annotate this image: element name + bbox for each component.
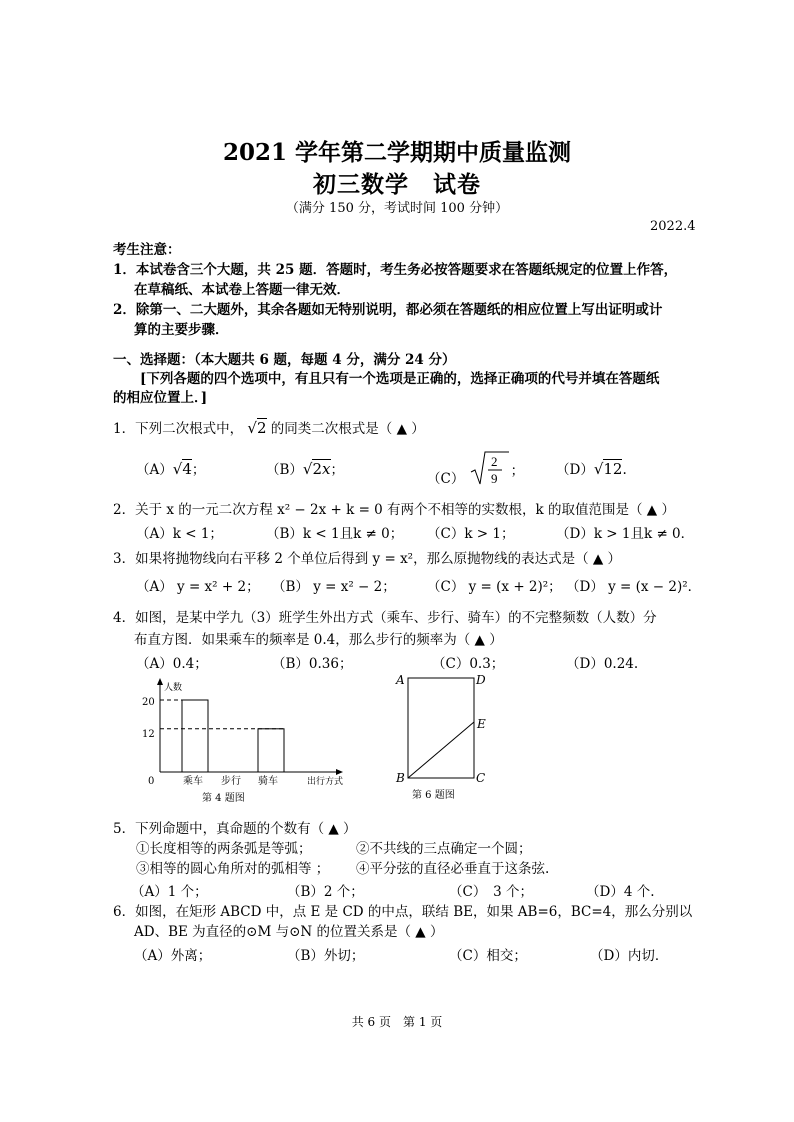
q1-option-d-expr: √12 [593, 460, 623, 478]
y-tick-12: 12 [142, 729, 155, 740]
section-heading: 一、选择题：（本大题共 6 题，每题 4 分，满分 24 分） [113, 352, 456, 368]
q1-option-b-label: （B） [266, 462, 303, 478]
q1-option-b: （B）√2x； [266, 460, 344, 478]
q4-option-c: （C）0.3； [432, 656, 505, 672]
q3-option-b: （B） y = x² − 2； [272, 579, 396, 595]
q5-prop-1: ①长度相等的两条弧是等弧； [136, 841, 312, 857]
page-footer: 共 6 页 第 1 页 [351, 1015, 443, 1029]
notice-item-1: 1．本试卷含三个大题，共 25 题．答题时，考生务必按答题要求在答题纸规定的位置上作答， [113, 262, 678, 278]
exam-date: 2022.4 [650, 219, 696, 234]
q4-stem-1: 4．如图，是某中学九（3）班学生外出方式（乘车、步行、骑车）的不完整频数（人数）分 [113, 610, 657, 626]
q5-option-d: （D）4 个. [586, 884, 655, 900]
q3-stem: 3．如果将抛物线向右平移 2 个单位后得到 y = x²，那么原抛物线的表达式是（ ▲ ） [113, 551, 622, 567]
label-e: E [477, 717, 486, 731]
notice-item-1-cont: 在草稿纸、本试卷上答题一律无效． [134, 282, 350, 298]
q4-option-d: （D）0.24. [566, 656, 639, 672]
q6-option-b: （B）外切； [287, 948, 365, 964]
q3-option-c: （C） y = (x + 2)²； [427, 579, 562, 595]
q1-option-d: （D）√12. [556, 460, 627, 478]
q2-option-d: （D）k > 1且k ≠ 0． [556, 526, 695, 542]
x-label-car: 乘车 [183, 776, 203, 787]
notice-item-2-cont: 算的主要步骤． [134, 322, 229, 338]
q2-option-a: （A）k < 1； [136, 526, 223, 542]
q5-option-b: （B）2 个； [287, 884, 364, 900]
q3-option-a: （A） y = x² + 2； [136, 579, 260, 595]
q5-option-a: （A）1 个； [131, 884, 208, 900]
y-axis-label: 人数 [164, 683, 183, 693]
x-axis-label: 出行方式 [307, 777, 344, 787]
label-c: C [476, 771, 486, 785]
q1-option-a-label: （A） [136, 462, 173, 478]
q2-stem: 2．关于 x 的一元二次方程 x² − 2x + k = 0 有两个不相等的实数根，k 的取值范围是（ ▲ ） [113, 502, 675, 518]
y-tick-20: 20 [142, 697, 155, 708]
q6-stem-2: AD、BE 为直径的⊙M 与⊙N 的位置关系是（ ▲ ） [134, 924, 444, 940]
exam-title: 2021 学年第二学期期中质量监测 [222, 139, 572, 166]
q1-option-c-expr [469, 450, 511, 492]
q6-option-a: （A）外离； [134, 948, 212, 964]
section-instruction-1: [下列各题的四个选项中，有且只有一个选项是正确的，选择正确项的代号并填在答题纸 [140, 371, 660, 387]
q5-prop-4: ④平分弦的直径必垂直于这条弦. [356, 861, 550, 877]
q6-option-d: （D）内切． [590, 948, 669, 964]
x-axis-arrow [336, 769, 343, 775]
q1-stem [113, 417, 425, 437]
q2-option-c: （C）k > 1； [427, 526, 515, 542]
q2-option-b: （B）k < 1且k ≠ 0； [266, 526, 404, 542]
q1-stem-b: 的同类二次根式是（ ▲ ） [270, 421, 425, 437]
svg-text:9: 9 [490, 471, 498, 486]
svg-text:2: 2 [490, 454, 498, 469]
x-label-walk: 步行 [221, 776, 241, 787]
notice-item-2: 2．除第一、二大题外，其余各题如无特别说明，都必须在答题纸的相应位置上写出证明或计 [113, 302, 663, 318]
segment-be [408, 722, 474, 778]
q5-stem: 5．下列命题中，真命题的个数有（ ▲ ） [113, 821, 357, 837]
q3-option-d: （D） y = (x − 2)²． [566, 579, 702, 595]
q1-option-d-label: （D） [556, 462, 594, 478]
exam-subtitle: 初三数学 试卷 [313, 171, 481, 198]
y-tick-0: 0 [148, 776, 155, 787]
label-b: B [396, 771, 405, 785]
q1-option-b-expr: √2x [302, 460, 331, 478]
rectangle-figure [392, 672, 502, 806]
q6-stem-1: 6．如图，在矩形 ABCD 中，点 E 是 CD 的中点，联结 BE，如果 AB=6，BC=4，那么分别以 [113, 904, 693, 920]
q1-stem-a: 1．下列二次根式中， [113, 421, 244, 437]
fig4-caption: 第 4 题图 [202, 793, 245, 804]
rectangle-abcd [408, 678, 474, 778]
q1-option-a-expr: √4 [172, 460, 192, 478]
q4-stem-2: 布直方图．如果乘车的频率是 0.4，那么步行的频率为（ ▲ ） [134, 632, 503, 648]
q4-option-b: （B）0.36； [272, 656, 353, 672]
q5-prop-2: ②不共线的三点确定一个圆； [356, 841, 532, 857]
label-d: D [476, 673, 486, 687]
bar-car [182, 700, 208, 772]
bar-bike [258, 729, 284, 772]
fig6-caption: 第 6 题图 [412, 790, 455, 801]
q6-option-c: （C）相交； [449, 948, 527, 964]
section-instruction-2: 的相应位置上．] [113, 390, 208, 406]
y-axis-arrow [157, 678, 163, 685]
q5-prop-3: ③相等的圆心角所对的弧相等 ； [136, 861, 330, 877]
exam-note: （满分 150 分，考试时间 100 分钟） [285, 201, 509, 216]
q1-option-c-label: （C） [427, 470, 465, 487]
x-label-bike: 骑车 [258, 776, 278, 787]
sqrt2-expr: √2 [247, 419, 267, 437]
q5-option-c: （C） 3 个； [449, 884, 533, 900]
q1-option-a: （A）√4； [136, 460, 206, 478]
label-a: A [396, 673, 405, 687]
q1-option-c: （C） 2 9 ； [427, 450, 524, 492]
histogram-figure [130, 676, 370, 806]
q4-option-a: （A）0.4； [136, 656, 208, 672]
notice-heading: 考生注意： [113, 242, 181, 258]
